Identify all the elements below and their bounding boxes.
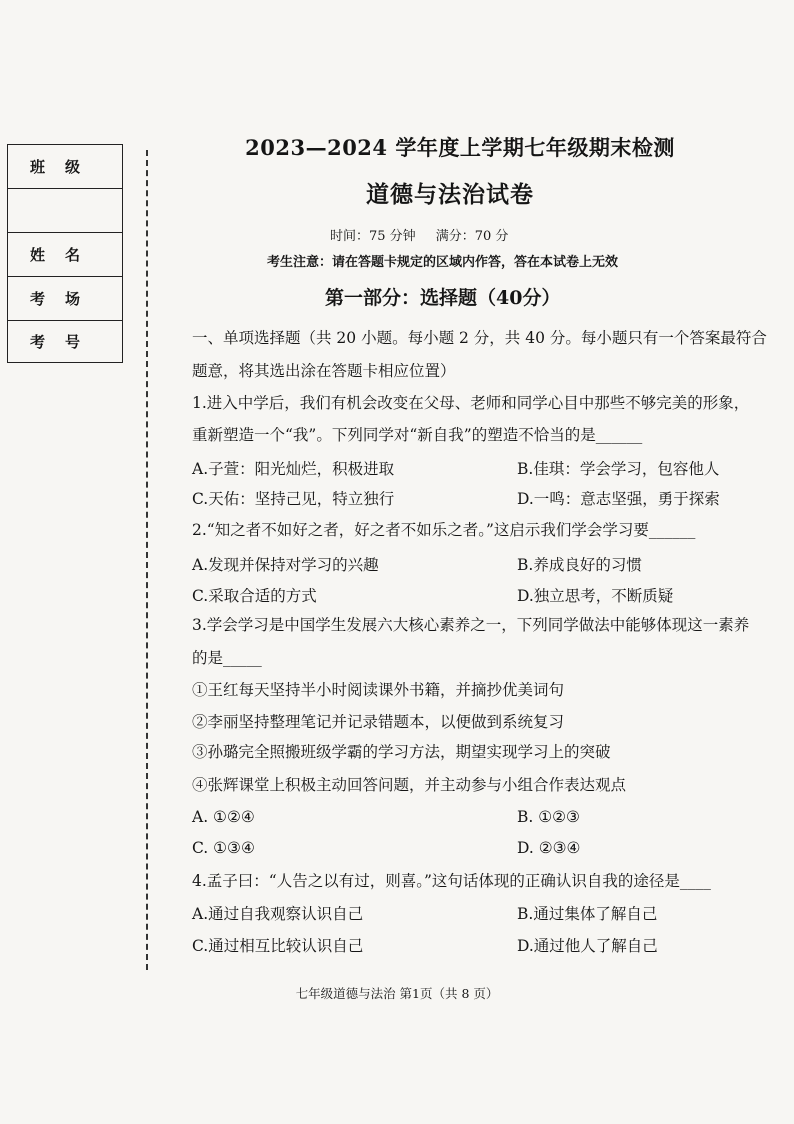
q1-stem-line1: 1.进入中学后，我们有机会改变在父母、老师和同学心目中那些不够完美的形象， bbox=[192, 394, 750, 412]
exam-subtitle: 道德与法治试卷 bbox=[366, 181, 534, 208]
q2-option-c[interactable]: C.采取合适的方式 bbox=[192, 587, 317, 605]
name-label: 姓名 bbox=[29, 246, 100, 264]
instruction-line2: 题意，将其选出涂在答题卡相应位置） bbox=[192, 362, 456, 380]
number-field[interactable] bbox=[8, 321, 122, 362]
q4-option-a[interactable]: A.通过自我观察认识自己 bbox=[192, 905, 364, 923]
student-info-box bbox=[7, 144, 123, 363]
q2-option-b[interactable]: B.养成良好的习惯 bbox=[517, 556, 642, 574]
q1-stem-line2: 重新塑造一个“我”。下列同学对“新自我”的塑造不恰当的是______ bbox=[192, 426, 643, 444]
q3-option-c[interactable]: C. ①③④ bbox=[192, 839, 255, 857]
time-score-line bbox=[330, 225, 528, 244]
time-text: 时间：75 分钟 bbox=[330, 229, 416, 244]
class-label: 班级 bbox=[29, 158, 100, 176]
q3-option-d[interactable]: D. ②③④ bbox=[517, 839, 581, 857]
q2-option-d[interactable]: D.独立思考，不断质疑 bbox=[517, 587, 674, 605]
q4-option-c[interactable]: C.通过相互比较认识自己 bbox=[192, 937, 364, 955]
class-field[interactable] bbox=[8, 145, 122, 189]
score-text: 满分：70 分 bbox=[435, 229, 509, 244]
number-label: 考号 bbox=[29, 333, 100, 351]
q1-option-d[interactable]: D.一鸣：意志坚强，勇于探索 bbox=[517, 490, 720, 508]
q1-option-c[interactable]: C.天佑：坚持己见，特立独行 bbox=[192, 490, 395, 508]
q3-stem-line1: 3.学会学习是中国学生发展六大核心素养之一，下列同学做法中能够体现这一素养 bbox=[192, 616, 750, 634]
q4-option-b[interactable]: B.通过集体了解自己 bbox=[517, 905, 658, 923]
page-footer: 七年级道德与法治 第1页（共 8 页） bbox=[295, 986, 499, 1001]
q1-option-b[interactable]: B.佳琪：学会学习，包容他人 bbox=[517, 460, 720, 478]
room-label: 考场 bbox=[29, 290, 100, 308]
binding-dashed-line bbox=[146, 150, 148, 970]
q3-statement-2: ②李丽坚持整理笔记并记录错题本，以便做到系统复习 bbox=[192, 713, 565, 731]
q3-stem-line2: 的是_____ bbox=[192, 649, 262, 667]
q2-option-a[interactable]: A.发现并保持对学习的兴趣 bbox=[192, 556, 379, 574]
class-blank[interactable] bbox=[8, 189, 122, 233]
q4-stem: 4.孟子曰：“人告之以有过，则喜。”这句话体现的正确认识自我的途径是____ bbox=[192, 872, 711, 890]
part1-title: 第一部分：选择题（40分） bbox=[325, 287, 561, 309]
exam-title: 2023—2024 学年度上学期七年级期末检测 bbox=[245, 135, 675, 160]
q4-option-d[interactable]: D.通过他人了解自己 bbox=[517, 937, 658, 955]
q3-statement-3: ③孙璐完全照搬班级学霸的学习方法，期望实现学习上的突破 bbox=[192, 743, 611, 761]
q1-option-a[interactable]: A.子萱：阳光灿烂，积极进取 bbox=[192, 460, 395, 478]
name-field[interactable] bbox=[8, 233, 122, 277]
q3-statement-1: ①王红每天坚持半小时阅读课外书籍，并摘抄优美词句 bbox=[192, 681, 565, 699]
instruction-line1: 一、单项选择题（共 20 小题。每小题 2 分，共 40 分。每小题只有一个答案最符合 bbox=[192, 329, 767, 347]
exam-notice: 考生注意：请在答题卡规定的区域内作答，答在本试卷上无效 bbox=[267, 255, 619, 270]
q3-option-a[interactable]: A. ①②④ bbox=[192, 808, 255, 826]
q2-stem: 2.“知之者不如好之者，好之者不如乐之者。”这启示我们学会学习要______ bbox=[192, 521, 696, 539]
room-field[interactable] bbox=[8, 277, 122, 321]
q3-option-b[interactable]: B. ①②③ bbox=[517, 808, 580, 826]
q3-statement-4: ④张辉课堂上积极主动回答问题，并主动参与小组合作表达观点 bbox=[192, 776, 627, 794]
